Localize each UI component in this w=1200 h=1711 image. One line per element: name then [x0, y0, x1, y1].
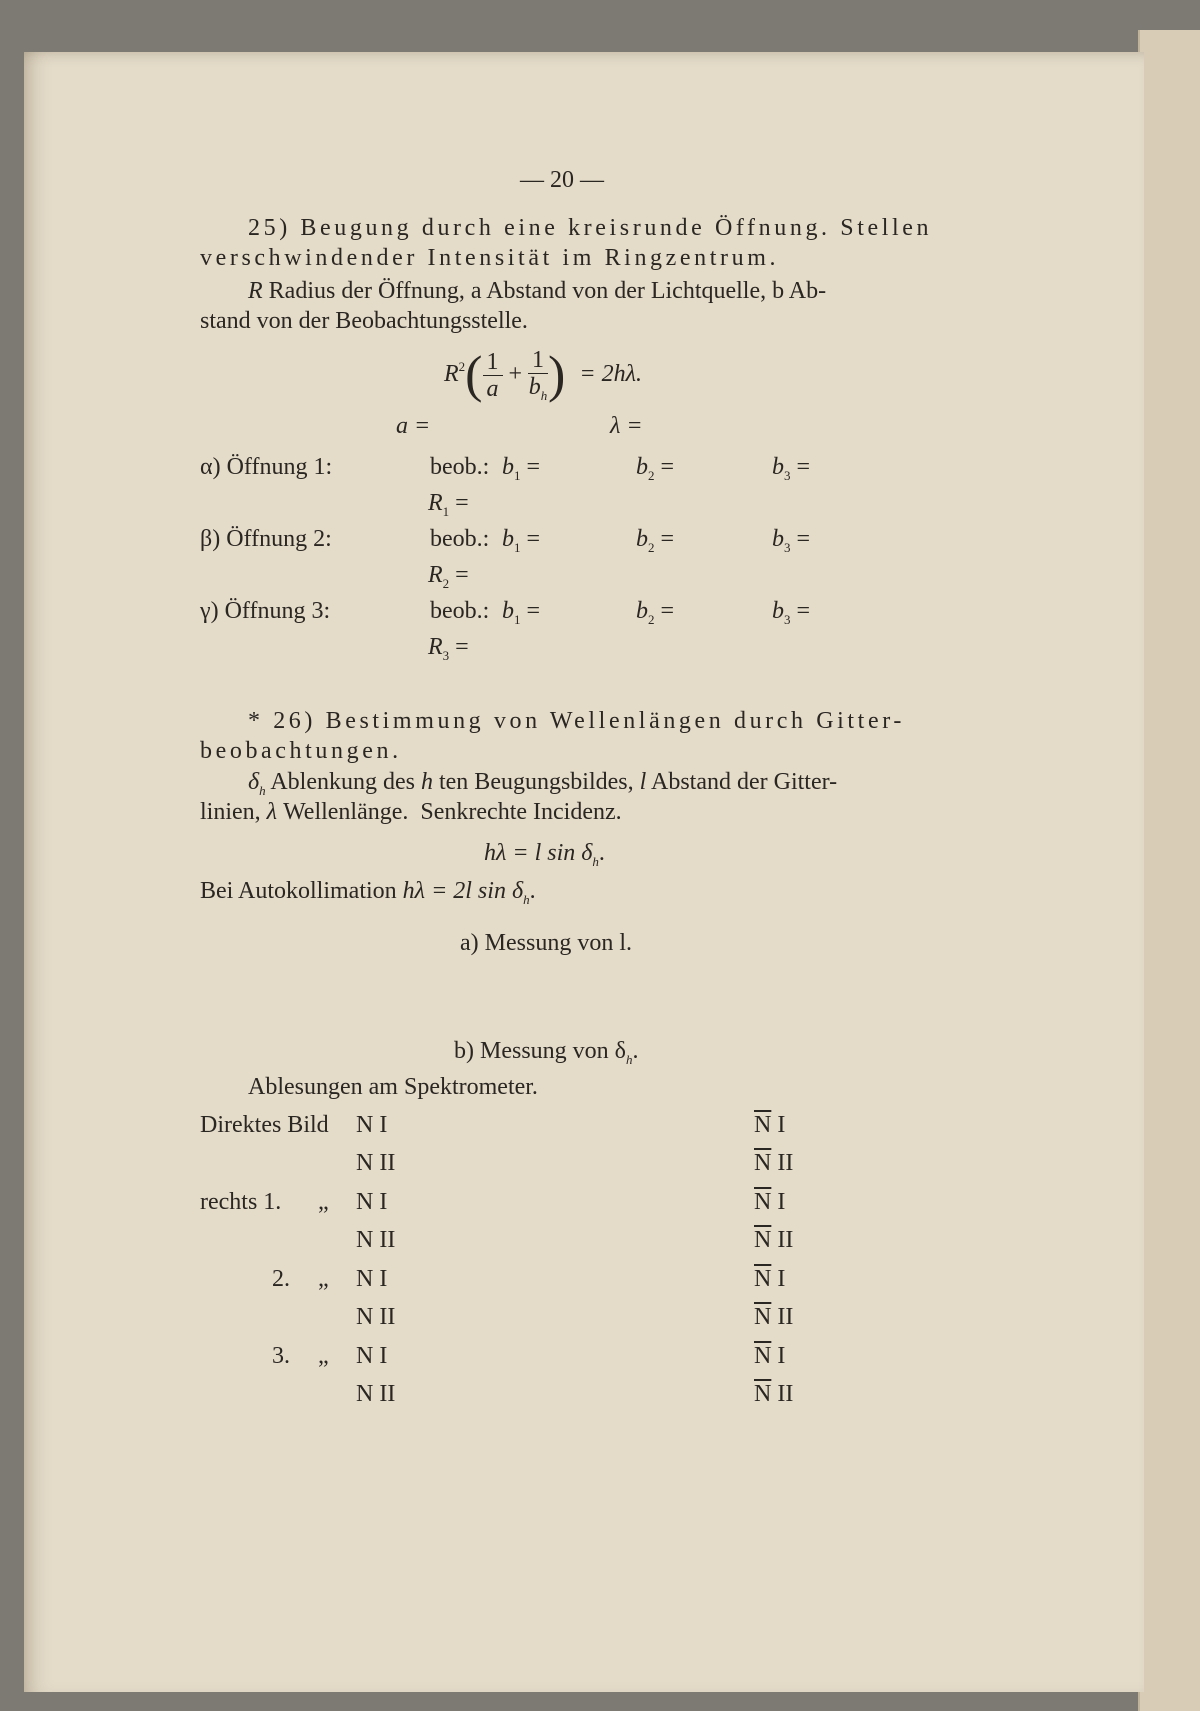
den-b: b	[528, 374, 541, 401]
symbol-R: R	[248, 278, 263, 304]
b3-entry	[772, 524, 810, 557]
text: linien,	[200, 799, 267, 825]
n-bar: $\overline{N}$	[754, 1227, 772, 1253]
formula-end: .	[598, 840, 605, 866]
b2-sub: 2	[648, 612, 655, 627]
h: h	[420, 769, 433, 795]
formula-open-paren: (	[465, 346, 483, 404]
R: R	[428, 634, 443, 660]
autocollimation-label: Bei Autokollimation	[200, 878, 403, 904]
formula: hλ = l sin δ	[484, 840, 593, 866]
b3-entry	[772, 452, 810, 485]
n: N	[356, 1112, 374, 1138]
fraction-1-over-a	[483, 349, 503, 402]
sec26-title-line1: * 26) Bestimmung von Wellenlängen durch Gitter-	[248, 708, 905, 734]
book-spine-edge	[1138, 30, 1200, 1711]
roman: II	[379, 1381, 396, 1407]
vernier-n-bar	[754, 1148, 793, 1178]
roman: I	[777, 1343, 786, 1369]
b1-entry	[502, 596, 540, 629]
radius-entry	[428, 488, 469, 521]
row-left-label: 2.	[272, 1266, 290, 1292]
fraction-den	[528, 374, 548, 403]
autocollimation-line	[200, 876, 536, 909]
row-left-label: 3.	[272, 1343, 290, 1369]
desc-text: Radius der Öffnung, a Abstand von der Lichtquelle, b Ab-	[268, 278, 827, 304]
formula-plus: +	[508, 361, 523, 387]
messung-b-end: .	[632, 1038, 639, 1064]
fraction-num: 1	[483, 349, 503, 376]
b3: b	[772, 598, 784, 624]
b1-entry	[502, 524, 540, 557]
n: N	[356, 1189, 374, 1215]
a-equals: a =	[396, 413, 431, 439]
n: N	[356, 1381, 374, 1407]
R: R	[428, 562, 443, 588]
formula-close-paren: )	[548, 346, 566, 404]
text: Abstand der Gitter-	[646, 769, 838, 795]
beob-label: beob.:	[430, 526, 490, 552]
roman: I	[379, 1266, 388, 1292]
vernier-n-bar	[754, 1225, 793, 1255]
formula-R-exponent: 2	[458, 359, 466, 374]
sec25-desc-line2: stand von der Beobachtungsstelle.	[200, 308, 528, 334]
roman: II	[379, 1227, 396, 1253]
equals: =	[455, 562, 469, 588]
fraction-1-over-bh	[528, 347, 548, 403]
n: N	[356, 1227, 374, 1253]
den-b-sub: h	[540, 388, 548, 404]
equals: =	[526, 526, 541, 552]
radius-entry	[428, 632, 469, 665]
vernier-n-bar	[754, 1379, 793, 1409]
vernier-n-bar	[754, 1264, 785, 1294]
roman: II	[777, 1150, 794, 1176]
b3-sub: 3	[784, 468, 791, 483]
equals: =	[796, 526, 811, 552]
b3: b	[772, 526, 784, 552]
sec26-title-line2: beobachtungen.	[200, 738, 402, 764]
vernier-n	[356, 1264, 387, 1294]
lambda-equals: λ =	[610, 413, 643, 439]
n-bar: $\overline{N}$	[754, 1381, 772, 1407]
b1: b	[502, 526, 514, 552]
ditto-mark: „	[318, 1266, 329, 1292]
ditto-mark: „	[318, 1343, 329, 1369]
b2-sub: 2	[648, 468, 655, 483]
formula-sub: h	[592, 854, 599, 869]
grating-formula	[484, 838, 605, 871]
b1-sub: 1	[514, 468, 521, 483]
sec25-title-line1: 25) Beugung durch eine kreisrunde Öffnung. Stellen	[248, 215, 933, 241]
vernier-n	[356, 1302, 395, 1332]
vernier-n	[356, 1225, 395, 1255]
R: R	[428, 490, 443, 516]
roman: II	[777, 1304, 794, 1330]
b1-sub: 1	[514, 540, 521, 555]
formula-sub: h	[523, 892, 530, 907]
b1-entry	[502, 452, 540, 485]
page-number: — 20 —	[520, 167, 604, 193]
roman: I	[777, 1189, 786, 1215]
b3-sub: 3	[784, 540, 791, 555]
sec26-desc-line1	[248, 767, 837, 800]
row-label: α) Öffnung 1:	[200, 454, 333, 480]
formula-rhs: = 2hλ.	[579, 361, 642, 387]
row-left-label: rechts 1.	[200, 1189, 282, 1215]
lambda: λ	[266, 799, 278, 825]
messung-b-text: b) Messung von δ	[454, 1038, 626, 1064]
roman: II	[379, 1150, 396, 1176]
n-bar: $\overline{N}$	[754, 1266, 772, 1292]
n: N	[356, 1343, 374, 1369]
equals: =	[660, 526, 675, 552]
b3: b	[772, 454, 784, 480]
text: Ablenkung des	[265, 769, 421, 795]
sec25-formula	[444, 344, 642, 404]
sec25-title-line2: verschwindender Intensität im Ringzentrum.	[200, 245, 780, 271]
vernier-n	[356, 1110, 387, 1140]
formula-end: .	[529, 878, 536, 904]
vernier-n-bar	[754, 1341, 785, 1371]
vernier-n	[356, 1379, 395, 1409]
text: ten Beugungsbildes,	[432, 769, 640, 795]
n: N	[356, 1304, 374, 1330]
n-bar: $\overline{N}$	[754, 1304, 772, 1330]
row-label: γ) Öffnung 3:	[200, 598, 331, 624]
roman: II	[379, 1304, 396, 1330]
row-left-label: Direktes Bild	[200, 1112, 329, 1138]
sec25-desc-line1	[248, 276, 826, 306]
row-label: β) Öffnung 2:	[200, 526, 332, 552]
b2: b	[636, 526, 648, 552]
n-bar: $\overline{N}$	[754, 1112, 772, 1138]
equals: =	[526, 598, 541, 624]
beob-label: beob.:	[430, 598, 490, 624]
ditto-mark: „	[318, 1189, 329, 1215]
equals: =	[455, 634, 469, 660]
n: N	[356, 1266, 374, 1292]
messung-b-sub: h	[625, 1052, 633, 1067]
roman: I	[777, 1266, 786, 1292]
beob-label: beob.:	[430, 454, 490, 480]
n-bar: $\overline{N}$	[754, 1189, 772, 1215]
b2: b	[636, 454, 648, 480]
ablesungen-heading: Ablesungen am Spektrometer.	[248, 1074, 538, 1100]
equals: =	[455, 490, 469, 516]
messung-a: a) Messung von l.	[460, 930, 632, 956]
delta-sub: h	[259, 783, 266, 798]
messung-b	[454, 1036, 638, 1069]
R-sub: 2	[442, 576, 450, 591]
b2-entry	[636, 524, 674, 557]
b1: b	[502, 598, 514, 624]
delta: δ	[248, 769, 260, 795]
fraction-den: a	[486, 375, 499, 402]
roman: I	[379, 1189, 388, 1215]
n: N	[356, 1150, 374, 1176]
formula-R: R	[444, 361, 459, 387]
b2: b	[636, 598, 648, 624]
equals: =	[660, 454, 675, 480]
b2-sub: 2	[648, 540, 655, 555]
vernier-n	[356, 1187, 387, 1217]
l: l	[639, 769, 647, 795]
R-sub: 3	[442, 648, 450, 663]
roman: II	[777, 1381, 794, 1407]
b1-sub: 1	[514, 612, 521, 627]
equals: =	[526, 454, 541, 480]
equals: =	[796, 598, 811, 624]
roman: I	[379, 1112, 388, 1138]
b1: b	[502, 454, 514, 480]
R-sub: 1	[442, 504, 450, 519]
roman: I	[379, 1343, 388, 1369]
roman: I	[777, 1112, 786, 1138]
b2-entry	[636, 452, 674, 485]
roman: II	[777, 1227, 794, 1253]
equals: =	[660, 598, 675, 624]
vernier-n-bar	[754, 1302, 793, 1332]
vernier-n-bar	[754, 1110, 785, 1140]
text: Wellenlänge. Senkrechte Incidenz.	[277, 799, 622, 825]
b3-entry	[772, 596, 810, 629]
b2-entry	[636, 596, 674, 629]
b3-sub: 3	[784, 612, 791, 627]
vernier-n	[356, 1148, 395, 1178]
fraction-num: 1	[528, 347, 548, 374]
vernier-n	[356, 1341, 387, 1371]
sec26-desc-line2	[200, 797, 622, 827]
autocollimation-formula: hλ = 2l sin δ	[402, 878, 524, 904]
equals: =	[796, 454, 811, 480]
n-bar: $\overline{N}$	[754, 1150, 772, 1176]
n-bar: $\overline{N}$	[754, 1343, 772, 1369]
radius-entry	[428, 560, 469, 593]
vernier-n-bar	[754, 1187, 785, 1217]
